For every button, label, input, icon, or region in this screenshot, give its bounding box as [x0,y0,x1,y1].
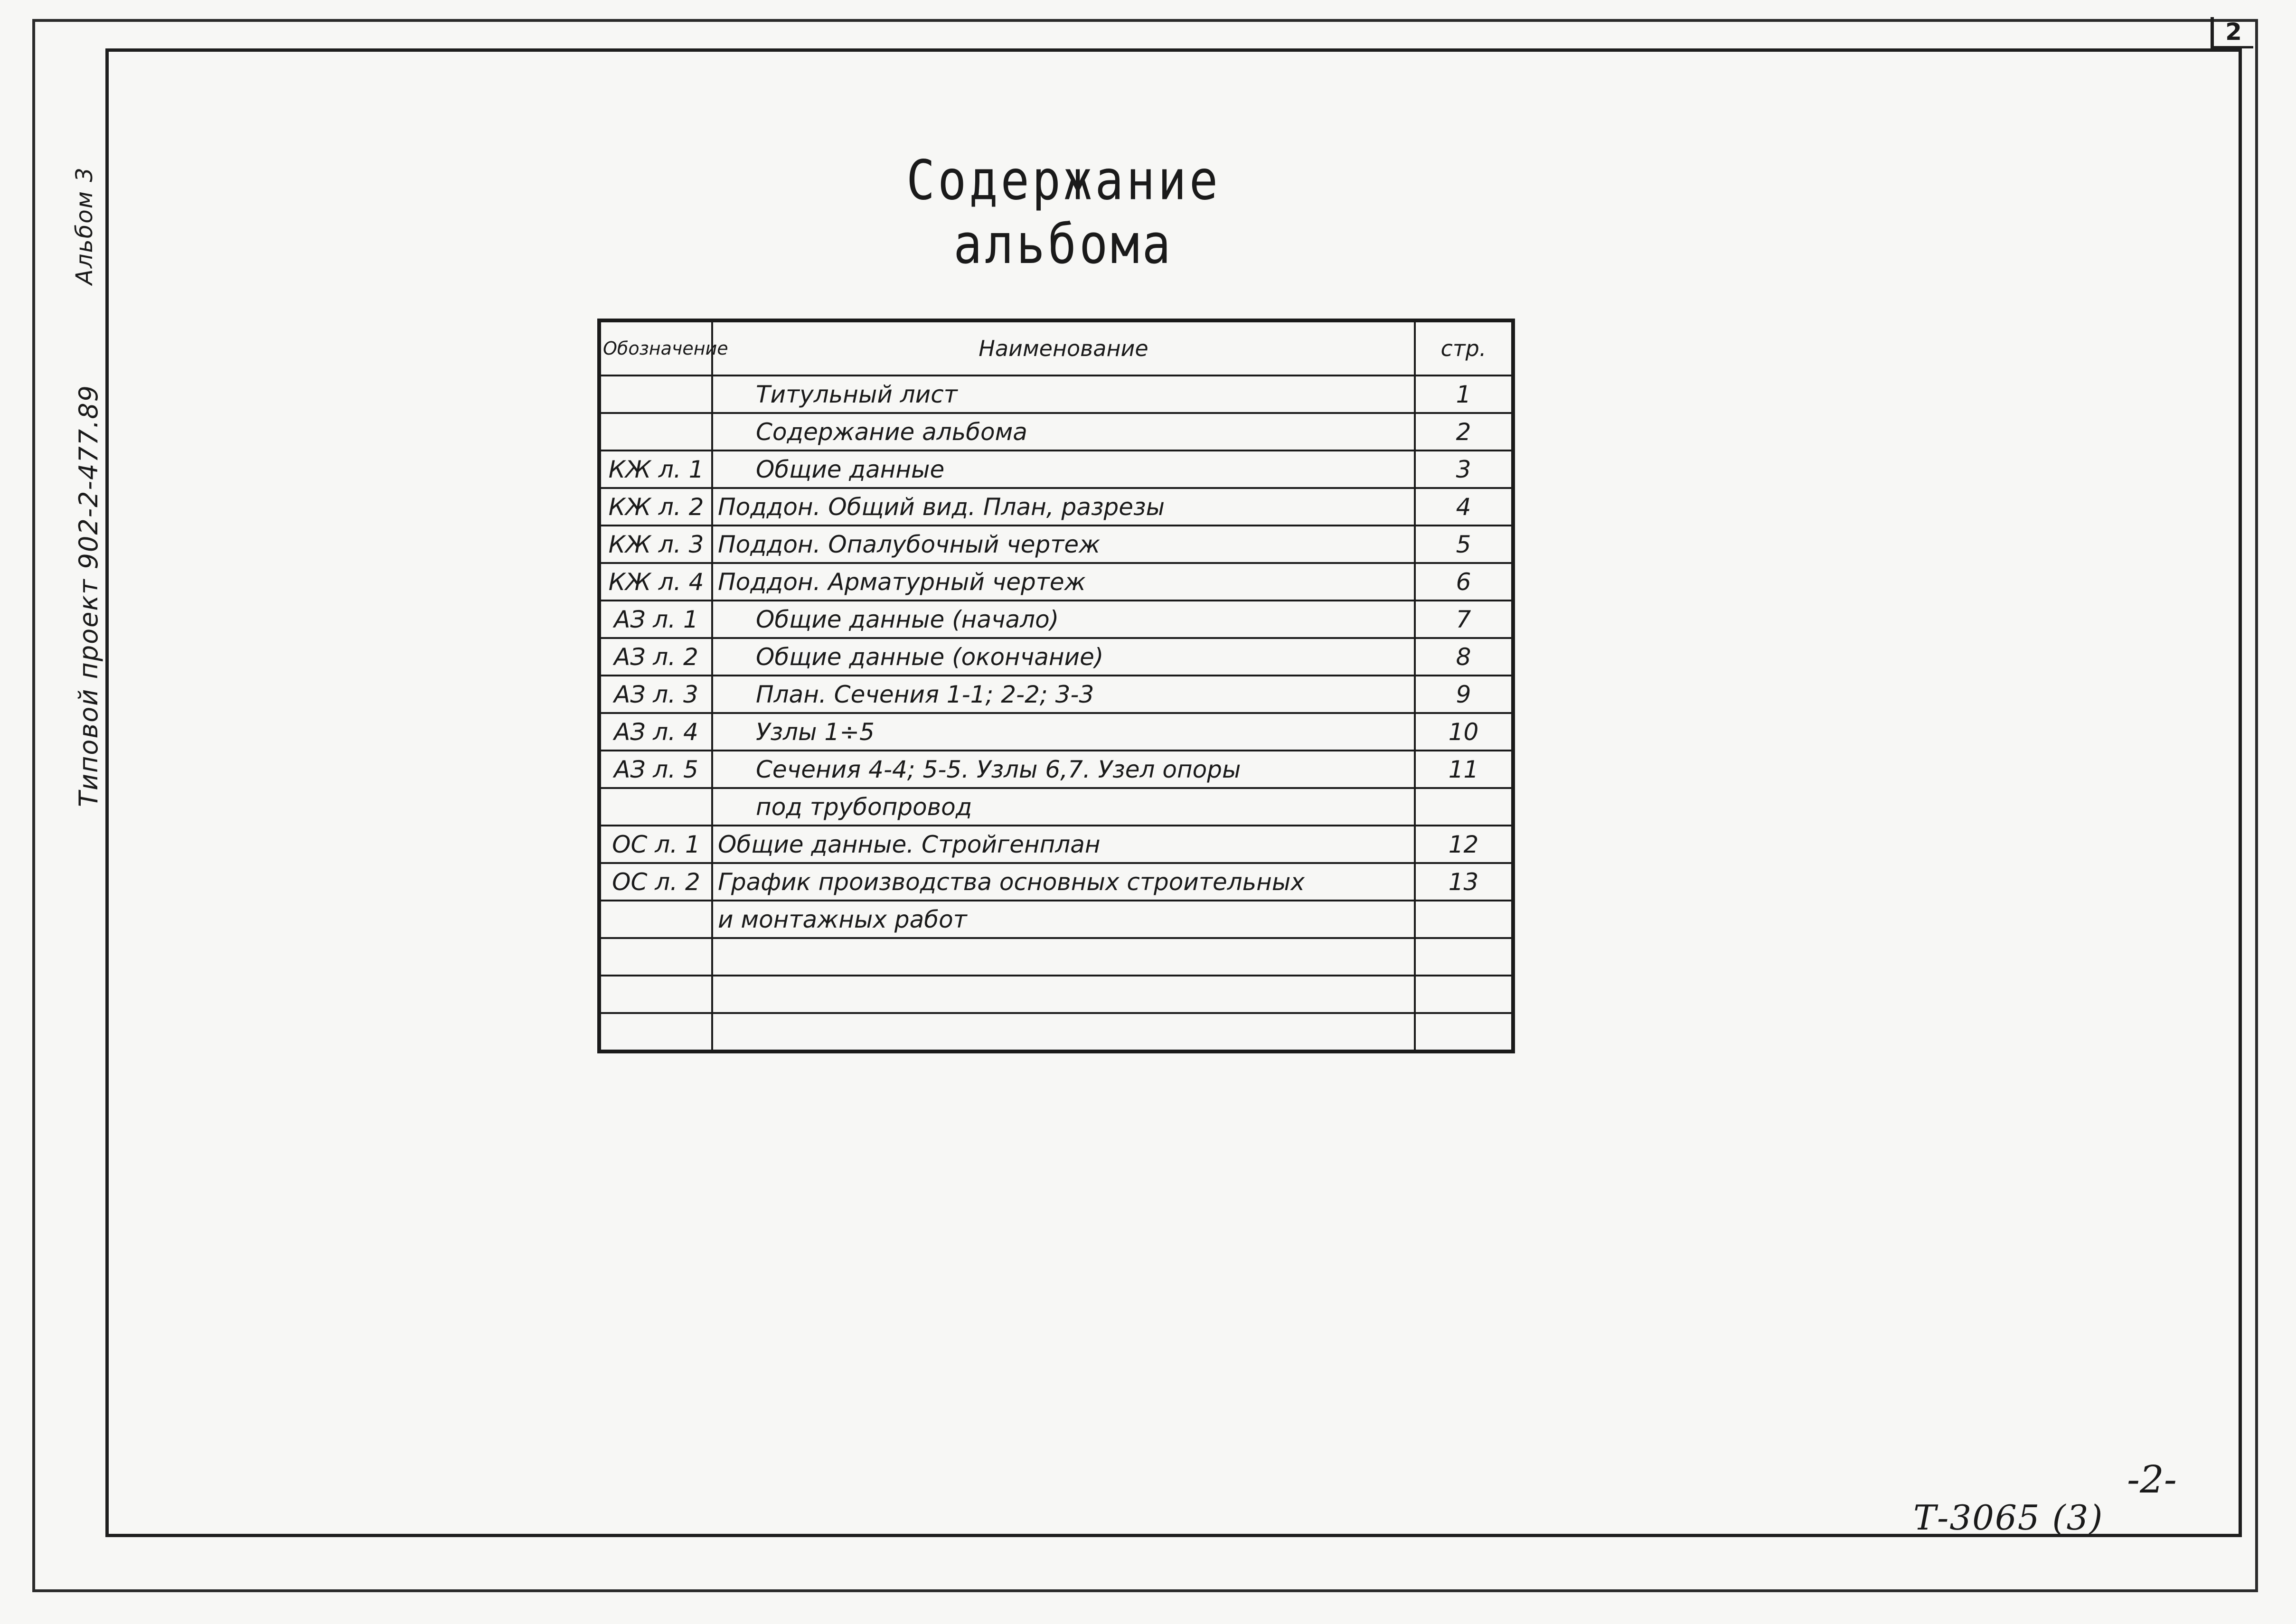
row-code: КЖ л. 4 [599,563,712,601]
table-row [599,563,1513,601]
row-name: Общие данные (начало) [712,601,1415,638]
row-name: Титульный лист [712,375,1415,413]
header-name: Наименование [712,320,1415,375]
row-code: АЗ л. 3 [599,676,712,713]
row-code: ОС л. 2 [599,863,712,901]
row-code: КЖ л. 2 [599,488,712,526]
row-page: 7 [1415,601,1513,638]
row-code: ОС л. 1 [599,826,712,863]
row-page: 3 [1415,451,1513,488]
table-row [599,1013,1513,1051]
row-name [712,976,1415,1013]
page-title: Содержание альбома [906,148,1221,276]
table-row [599,451,1513,488]
row-name: Сечения 4-4; 5-5. Узлы 6,7. Узел опоры [712,751,1415,788]
row-code: КЖ л. 1 [599,451,712,488]
table-row [599,901,1513,938]
table-row [599,488,1513,526]
contents-table [597,319,1515,1053]
row-name: Узлы 1÷5 [712,713,1415,751]
row-code [599,788,712,826]
row-page [1415,1013,1513,1051]
row-code [599,976,712,1013]
row-page: 10 [1415,713,1513,751]
header-page: стр. [1415,320,1513,375]
row-name [712,938,1415,976]
row-name: Общие данные [712,451,1415,488]
row-page: 9 [1415,676,1513,713]
table-header-row [599,320,1513,375]
row-code: АЗ л. 2 [599,638,712,676]
table-row [599,938,1513,976]
row-name: График производства основных строительных [712,863,1415,901]
table-row [599,751,1513,788]
row-code [599,375,712,413]
row-code: КЖ л. 3 [599,526,712,563]
table-row [599,601,1513,638]
row-name: Поддон. Опалубочный чертеж [712,526,1415,563]
row-name: Общие данные. Стройгенплан [712,826,1415,863]
row-page: 5 [1415,526,1513,563]
page-mark: -2- [2127,1457,2177,1502]
row-code [599,901,712,938]
row-code [599,938,712,976]
row-page [1415,976,1513,1013]
table-row [599,526,1513,563]
table-row [599,375,1513,413]
document-code: Т-3065 (3) [1913,1498,2104,1538]
row-name: Поддон. Общий вид. План, разрезы [712,488,1415,526]
table-row [599,676,1513,713]
row-name: План. Сечения 1-1; 2-2; 3-3 [712,676,1415,713]
row-code [599,413,712,451]
row-code: АЗ л. 4 [599,713,712,751]
row-name: Поддон. Арматурный чертеж [712,563,1415,601]
row-page: 11 [1415,751,1513,788]
table-row [599,863,1513,901]
sheet-number: 2 [2211,17,2253,48]
row-page: 4 [1415,488,1513,526]
row-name: и монтажных работ [712,901,1415,938]
row-code: АЗ л. 5 [599,751,712,788]
header-code: Обозначение [599,320,712,375]
table-row [599,713,1513,751]
table-row [599,788,1513,826]
row-name: Общие данные (окончание) [712,638,1415,676]
row-code: АЗ л. 1 [599,601,712,638]
row-page: 1 [1415,375,1513,413]
row-page [1415,788,1513,826]
table-row [599,413,1513,451]
row-page: 8 [1415,638,1513,676]
row-page: 12 [1415,826,1513,863]
row-page: 13 [1415,863,1513,901]
row-page: 2 [1415,413,1513,451]
table-row [599,976,1513,1013]
table-row [599,826,1513,863]
row-page [1415,901,1513,938]
row-page [1415,938,1513,976]
row-code [599,1013,712,1051]
row-name: Содержание альбома [712,413,1415,451]
row-page: 6 [1415,563,1513,601]
album-label: Альбом 3 [71,167,98,285]
row-name [712,1013,1415,1051]
row-name: под трубопровод [712,788,1415,826]
project-label: Типовой проект 902-2-477.89 [74,385,104,807]
table-row [599,638,1513,676]
